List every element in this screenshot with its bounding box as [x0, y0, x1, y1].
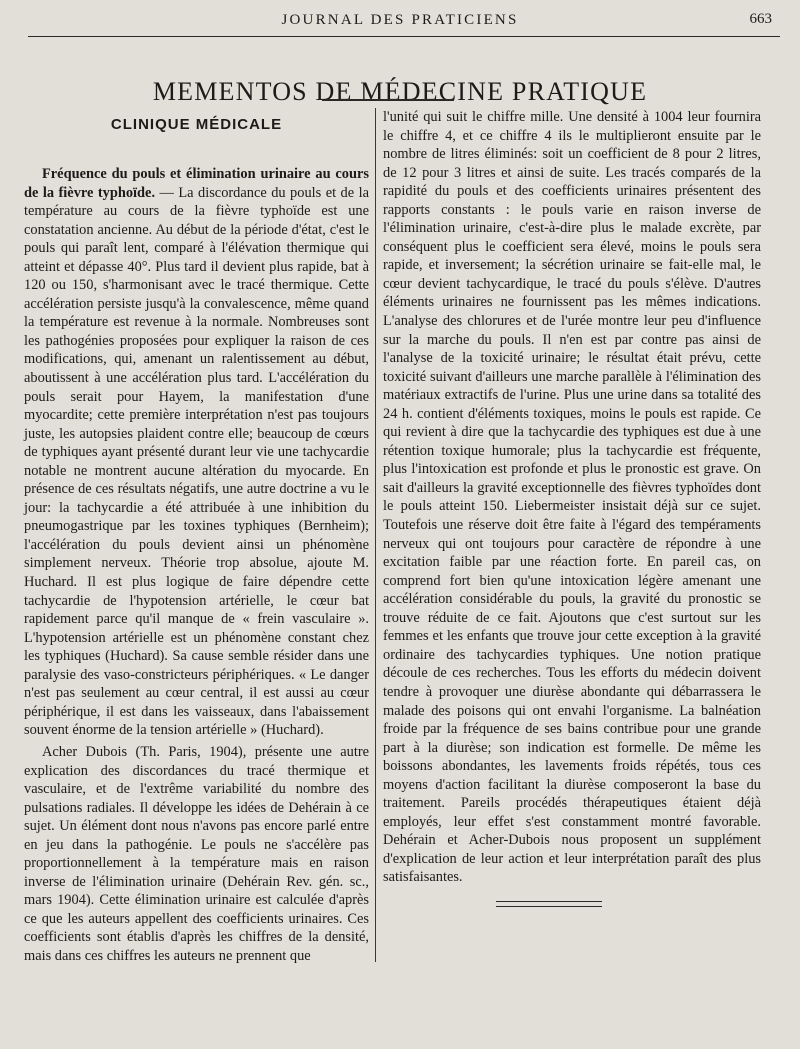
header-rule [28, 36, 780, 37]
title-rule [322, 99, 454, 101]
page-title: MEMENTOS DE MÉDECINE PRATIQUE [152, 77, 648, 107]
paragraph-text: — La discordance du pouls et de la température au cours de la fièvre typhoïde est une constatation ancienne. Au début de la période d'état, c'est le pouls qui paraît lent, comparé à l'élévation thermique qui atteint et dépasse 40°. Plus tard il devient plus rapide, bat à 120 ou 150, s'harmonisant avec le tracé thermique. Cette accélération persiste jusqu'à la convalescence, même quand la température est revenue à la normale. Nombreuses sont les pathogénies proposées pour expliquer la raison de ces modifications, qui, amenant un ralentissement au début, aboutissent à une accélération plus tard. L'accélération du pouls serait pour Hayem, la manifestation d'une myocardite; cette première interprétation n'est pas toujours juste, les autopsies plaident contre elle; beaucoup de cœurs de typhiques ayant présenté durant leur vie une tachycardie notable ne montrent aucune altération du myocarde. En présence de ces résultats négatifs, une autre doctrine a vu le jour: la tachycardie a été attribuée à une inhibition du pneumogastrique par les toxines typhiques (Bernheim); l'accélération du pouls devient ainsi un phénomène simplement nerveux. Théorie trop absolue, ajoute M. Huchard. Il est plus logique de faire dépendre cette tachycardie de l'hypotension artérielle, le cœur bat rapidement parce qu'il manque de « frein vasculaire ». L'hypotension artérielle est un phénomène constant chez les typhiques (Huchard). Sa cause semble résider dans une paralysie des vaso-constricteurs périphériques. « Le danger n'est pas seulement au cœur central, il est aussi au cœur périphérique, il est dans les vaisseaux, dans l'abaissement souvent énorme de la tension artérielle » (Huchard). [24, 184, 369, 739]
left-column [24, 112, 369, 966]
column-divider [375, 108, 376, 962]
end-rule [496, 901, 602, 907]
page-number: 663 [749, 11, 772, 27]
article-lead: Fréquence du pouls et élimination urinaire au cours de la fièvre typhoïde. [24, 166, 369, 201]
running-title: JOURNAL DES PRATICIENS [281, 12, 519, 28]
article-paragraph: l'unité qui suit le chiffre mille. Une densité à 1004 leur fournira le chiffre 4, et ce chiffre 4 ils le multiplieront ensuite par le nombre de litres éliminés: soit un coefficient de 8 pour 2 litres, de 12 pour 3 litres et ainsi de suite. Les tracés comparés de la rapidité du pouls et des coefficients urinaires présentent des rapports constants : le pouls varie en raison inverse de l'élimination urinaire, c'est-à-dire plus le malade excrète, par conséquent plus le coefficient sera élevé, moins le pouls sera rapide, et inversement; la sécrétion urinaire se fait-elle mal, le cœur devient tachycardique, le tracé du pouls s'élève. D'autres éléments urinaires ne fournissent pas les mêmes indications. L'analyse des chlorures et de l'urée montre leur peu d'influence sur la marche du pouls. Il n'en est par contre pas ainsi de l'analyse de la toxicité urinaire; le résultat était prévu, cette toxicité suivant d'ailleurs une marche parallèle à l'élimination des matériaux extractifs de l'urine. Plus une urine dans sa totalité des 24 h. contient d'éléments toxiques, moins le pouls est rapide. Ce qui revient à dire que la tachycardie des typhiques est due à une rétention toxique humorale; plus la tachycardie est fréquente, plus l'intoxication est profonde et plus le pronostic est grave. On sait d'ailleurs la gravité exceptionnelle des fièvres typhoïdes dont le pouls atteint 150. Liebermeister insistait déjà sur ce sujet. Toutefois une réserve doit être faite à l'égard des tempéraments nerveux qui ont toujours pour caractère de répondre à une excitation faible par une réaction forte. En pareil cas, on comprend fort bien qu'une intoxication légère amenant une accélération considérable du pouls, la gravité du pronostic se trouve réduite de ce fait. Ajoutons que c'est surtout sur les femmes et les enfants que trouve jour cette exception à la gravité ordinaire des tachycardies typhiques. Une notion pratique découle de ces recherches. Tous les efforts du médecin doivent tendre à provoquer une diurèse abondante qui débarrassera le malade des poisons qui ont envahi l'organisme. La balnéation froide par la fréquence de ses bains contribue pour une grande part à la diurèse; son indication est formelle. De même les boissons abondantes, les lavements froids répétés, tous ces moyens d'action facilitant la diurèse composeront la base du traitement. Pareils procédés thérapeutiques étaient déjà employés, leur effet s'est constamment montré favorable. Dehérain et Acher-Dubois nous proposent un supplément d'explication de leur action et leur interprétation paraît des plus satisfaisantes. [383, 109, 761, 886]
right-column [383, 108, 761, 907]
article-paragraph: Acher Dubois (Th. Paris, 1904), présente une autre explication des discordances du tracé thermique et vasculaire, et de l'extrême variabilité du nombre des pulsations radiales. Il développe les idées de Dehérain à ce sujet. Un élément dont nous n'avons pas encore parlé entre en jeu dans la pathogénie. Le pouls ne s'accélère pas proportionnellement à la température mais en raison inverse de l'élimination urinaire (Dehérain Rev. gén. sc., mars 1904). Cette élimination urinaire est calculée d'après ce que les auteurs appellent des coefficients urinaires. Ces coefficients sont établis d'après les chiffres de la densité, mais dans ces chiffres les auteurs ne prennent que [24, 743, 369, 964]
article-paragraph [24, 165, 369, 740]
section-heading: CLINIQUE MÉDICALE [110, 116, 283, 133]
running-header [28, 8, 772, 32]
